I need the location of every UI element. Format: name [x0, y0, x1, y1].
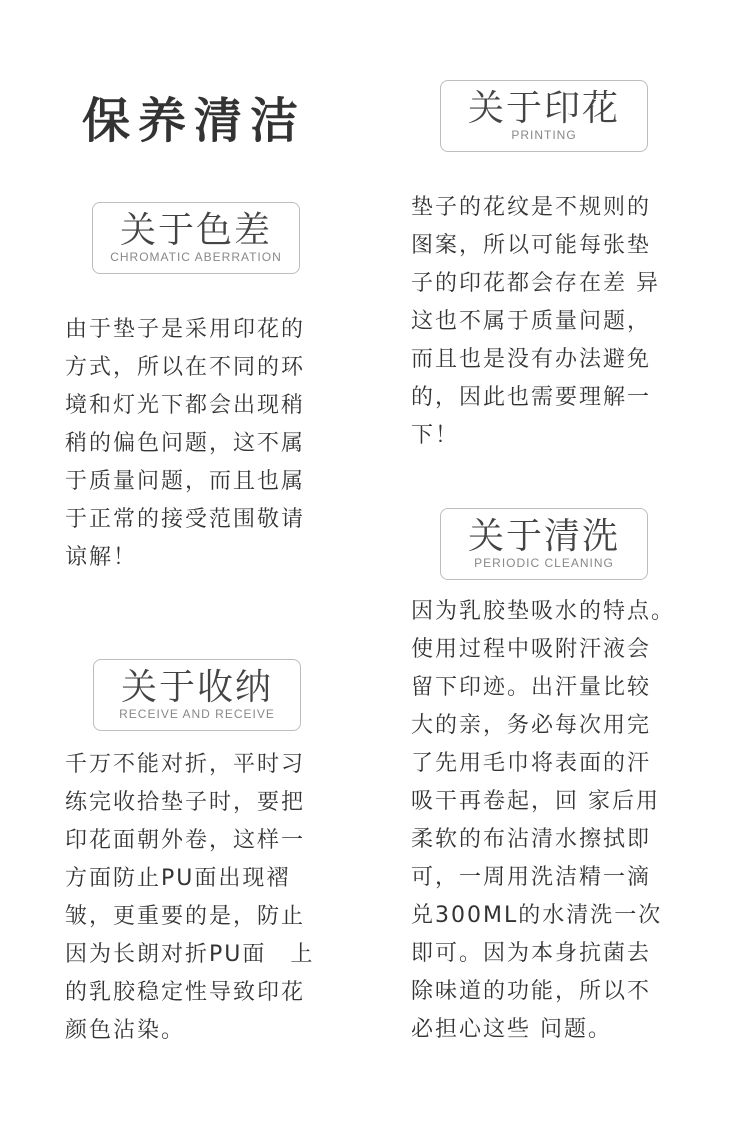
- chromatic-aberration-text: 由于垫子是采用印花的 方式，所以在不同的环 境和灯光下都会出现稍 稍的偏色问题，这不属 于质量问题，而且也属 于正常的接受范围敬请 谅解！: [65, 317, 306, 570]
- receive-label-cn: 关于收纳: [120, 666, 273, 708]
- cleaning-label-cn: 关于清洗: [467, 515, 620, 557]
- printing-label-en: PRINTING: [511, 127, 577, 142]
- receive-text: 千万不能对折，平时习 练完收拾垫子时，要把 印花面朝外卷，这样一 方面防止PU面出现褶 皱，更重要的是，防止 因为长朗对折PU面 上 的乳胶稳定性导致印花 颜色沾染。: [65, 752, 315, 1043]
- chromatic-aberration-label-cn: 关于色差: [119, 209, 272, 251]
- page-title: 保养清洁: [82, 93, 307, 149]
- printing-label-cn: 关于印花: [467, 87, 620, 129]
- receive-label: [93, 659, 301, 731]
- cleaning-text: 因为乳胶垫吸水的特点。 使用过程中吸附汗液会 留下印迹。出汗量比较 大的亲，务必每次用完 了先用毛巾将表面的汗 吸干再卷起，回 家后用 柔软的布沾清水擦拭即 可，一周用洗洁精一滴 兑300ML的水清洗一次 即可。因为本身抗菌去 除味道的功能，所以不 必担心这些 问题。: [411, 599, 676, 1042]
- chromatic-aberration-label: [92, 202, 300, 274]
- receive-label-en: RECEIVE AND RECEIVE: [119, 706, 275, 721]
- printing-label: [440, 80, 648, 152]
- cleaning-label: [440, 508, 648, 580]
- chromatic-aberration-label-en: CHROMATIC ABERRATION: [110, 249, 282, 264]
- cleaning-label-en: PERIODIC CLEANING: [474, 555, 614, 570]
- printing-text: 垫子的花纹是不规则的 图案，所以可能每张垫 子的印花都会存在差 异 这也不属于质量问题， 而且也是没有办法避免 的，因此也需要理解一 下！: [411, 195, 660, 448]
